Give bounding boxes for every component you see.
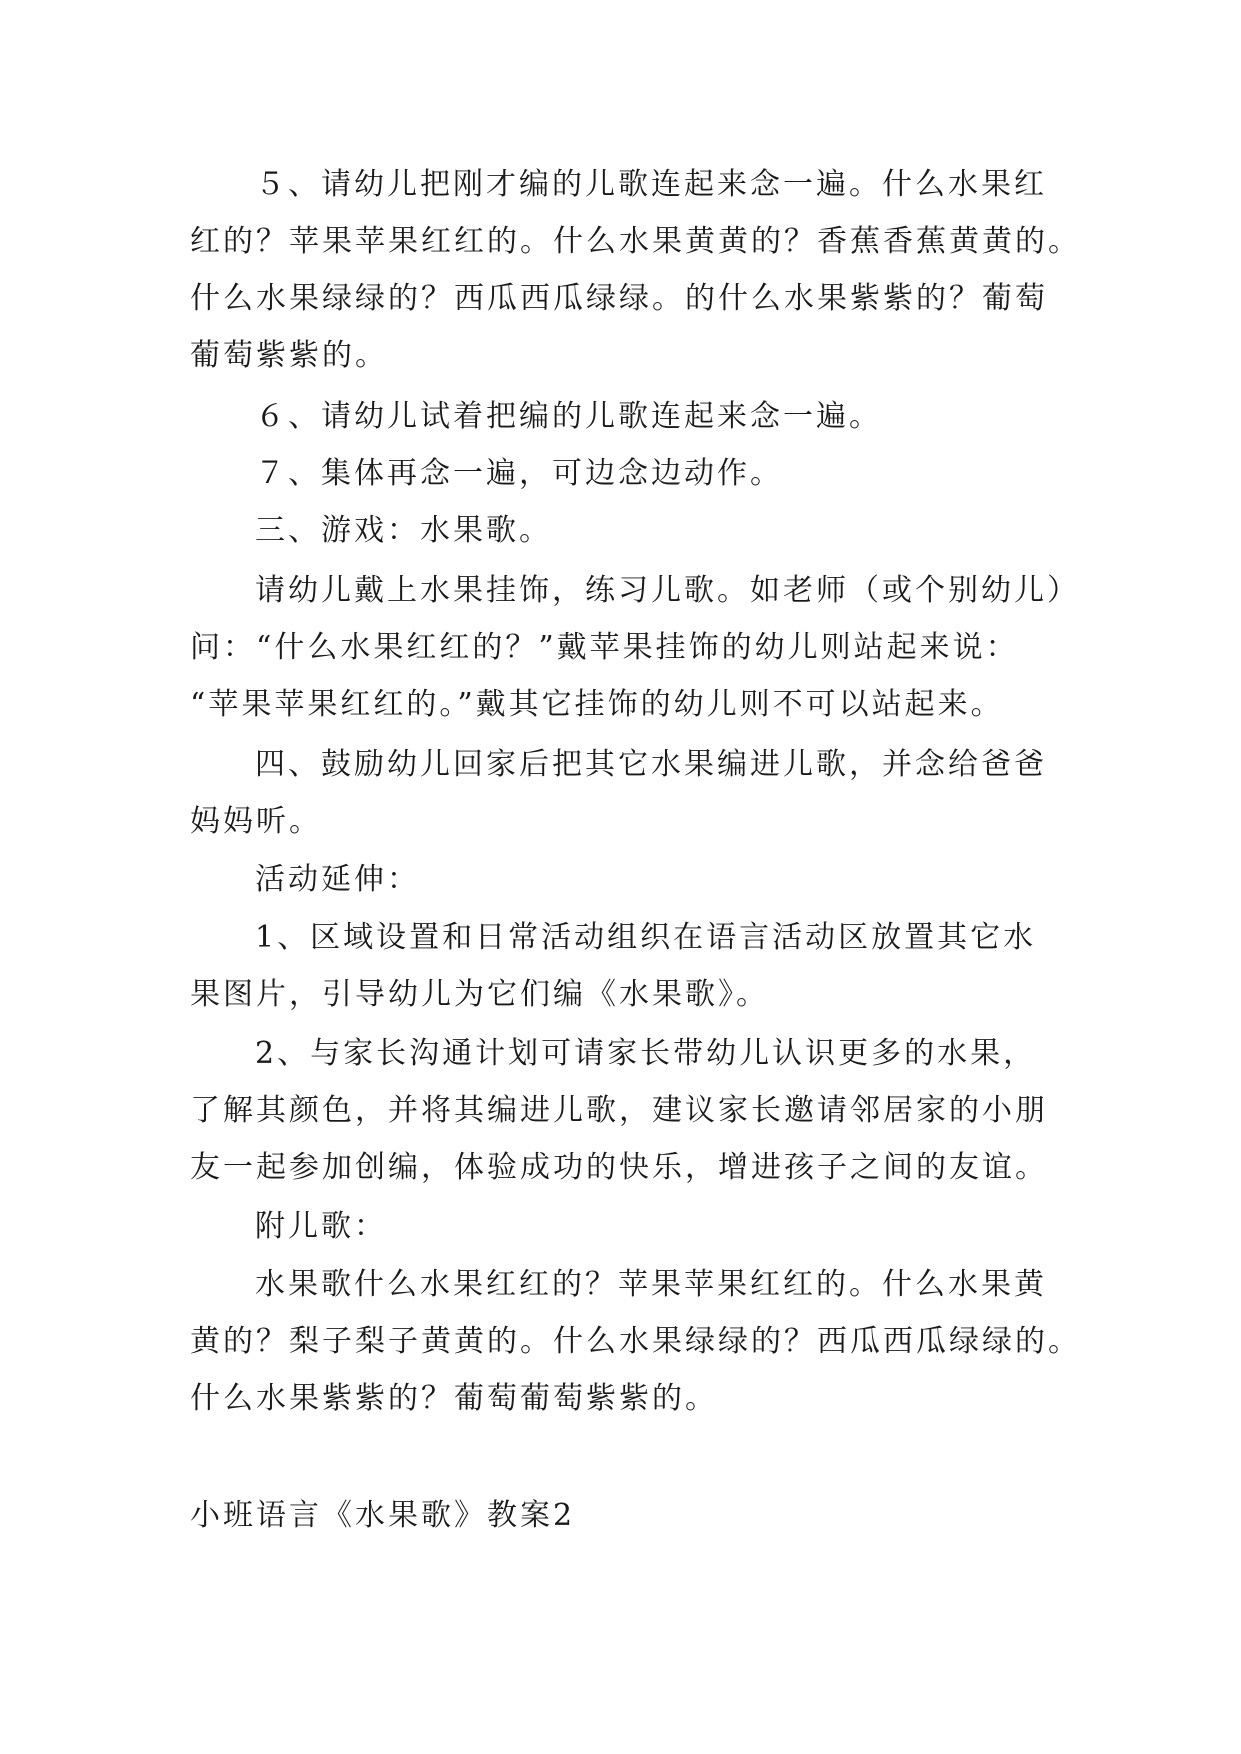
paragraph-line: 四、鼓励幼儿回家后把其它水果编进儿歌，并念给爸爸	[255, 747, 1047, 782]
paragraph-line: 三、游戏：水果歌。	[255, 513, 552, 548]
paragraph-line: 附儿歌：	[255, 1209, 387, 1244]
paragraph-line: 妈妈听。	[190, 804, 322, 839]
paragraph-line: ６、请幼儿试着把编的儿歌连起来念一遍。	[255, 399, 882, 434]
section-heading: 小班语言《水果歌》教案2	[190, 1498, 576, 1533]
paragraph-line: 红的？苹果苹果红红的。什么水果黄黄的？香蕉香蕉黄黄的。	[190, 224, 1081, 259]
paragraph-line: 果图片，引导幼儿为它们编《水果歌》。	[190, 977, 769, 1012]
paragraph-line: 葡萄紫紫的。	[190, 338, 388, 373]
paragraph-line: 什么水果绿绿的？西瓜西瓜绿绿。的什么水果紫紫的？葡萄	[190, 281, 1048, 316]
paragraph-line: 活动延伸：	[255, 862, 420, 897]
paragraph-line: 什么水果紫紫的？葡萄葡萄紫紫的。	[190, 1381, 718, 1416]
paragraph-line: 友一起参加创编，体验成功的快乐，增进孩子之间的友谊。	[190, 1150, 1048, 1185]
paragraph-line: 黄的？梨子梨子黄黄的。什么水果绿绿的？西瓜西瓜绿绿的。	[190, 1324, 1081, 1359]
paragraph-line: ５、请幼儿把刚才编的儿歌连起来念一遍。什么水果红	[255, 167, 1047, 202]
paragraph-line: 了解其颜色，并将其编进儿歌，建议家长邀请邻居家的小朋	[190, 1093, 1048, 1128]
paragraph-line: 水果歌什么水果红红的？苹果苹果红红的。什么水果黄	[255, 1267, 1047, 1302]
paragraph-line: “苹果苹果红红的。”戴其它挂饰的幼儿则不可以站起来。	[190, 687, 1004, 722]
paragraph-line: 1、区域设置和日常活动组织在语言活动区放置其它水	[255, 920, 1037, 955]
paragraph-line: 2、与家长沟通计划可请家长带幼儿认识更多的水果，	[255, 1036, 1037, 1071]
paragraph-line: 问：“什么水果红红的？”戴苹果挂饰的幼儿则站起来说：	[190, 630, 1019, 665]
paragraph-line: ７、集体再念一遍，可边念边动作。	[255, 456, 783, 491]
paragraph-line: 请幼儿戴上水果挂饰，练习儿歌。如老师（或个别幼儿）	[255, 573, 1080, 608]
